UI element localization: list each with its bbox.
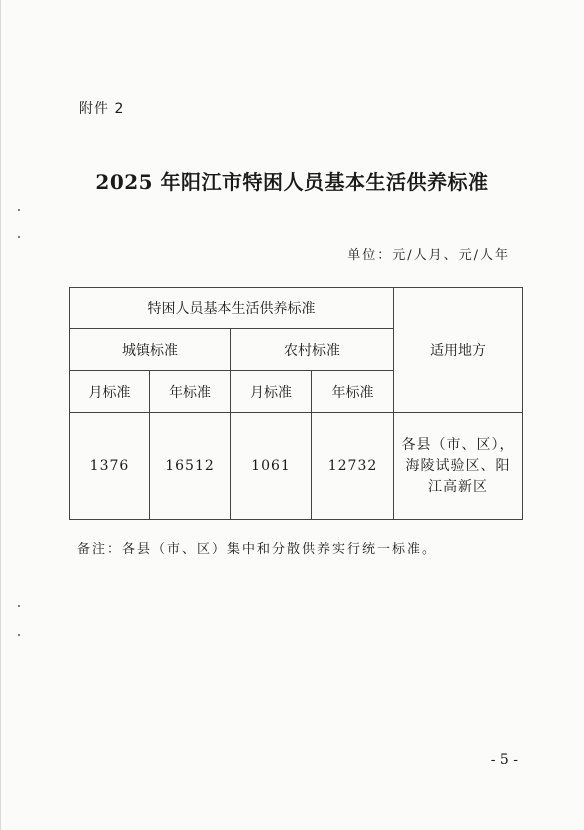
table-header-row (70, 288, 523, 329)
urban-monthly-header: 月标准 (70, 371, 150, 413)
urban-monthly-value: 1376 (70, 413, 150, 520)
page-edge (0, 0, 1, 830)
applicable-areas (394, 413, 523, 520)
urban-yearly-header: 年标准 (150, 371, 231, 413)
rural-monthly-value: 1061 (231, 413, 312, 520)
group-header: 特困人员基本生活供养标准 (70, 288, 394, 329)
rural-yearly-value: 12732 (312, 413, 394, 520)
areas-line: 江高新区 (428, 478, 488, 495)
areas-line: 各县（市、区）， (401, 436, 515, 453)
areas-line: 海陵试验区、阳 (405, 457, 511, 474)
margin-mark (18, 634, 20, 636)
urban-yearly-value: 16512 (150, 413, 231, 520)
attachment-label: 附件 2 (79, 101, 125, 117)
unit-note: 单位：元/人月、元/人年 (347, 248, 510, 263)
footnote: 备注：各县（市、区）集中和分散供养实行统一标准。 (77, 542, 438, 557)
rural-monthly-header: 月标准 (231, 371, 312, 413)
rural-yearly-header: 年标准 (312, 371, 394, 413)
page-number: - 5 - (490, 752, 518, 768)
document-title: 2025 年阳江市特困人员基本生活供养标准 (95, 170, 489, 194)
margin-mark (18, 605, 20, 607)
urban-header: 城镇标准 (70, 329, 231, 371)
standards-table (69, 287, 523, 520)
table-row (70, 413, 523, 520)
rural-header: 农村标准 (231, 329, 394, 371)
area-header: 适用地方 (394, 288, 523, 413)
margin-mark (18, 236, 20, 238)
margin-mark (18, 209, 20, 211)
